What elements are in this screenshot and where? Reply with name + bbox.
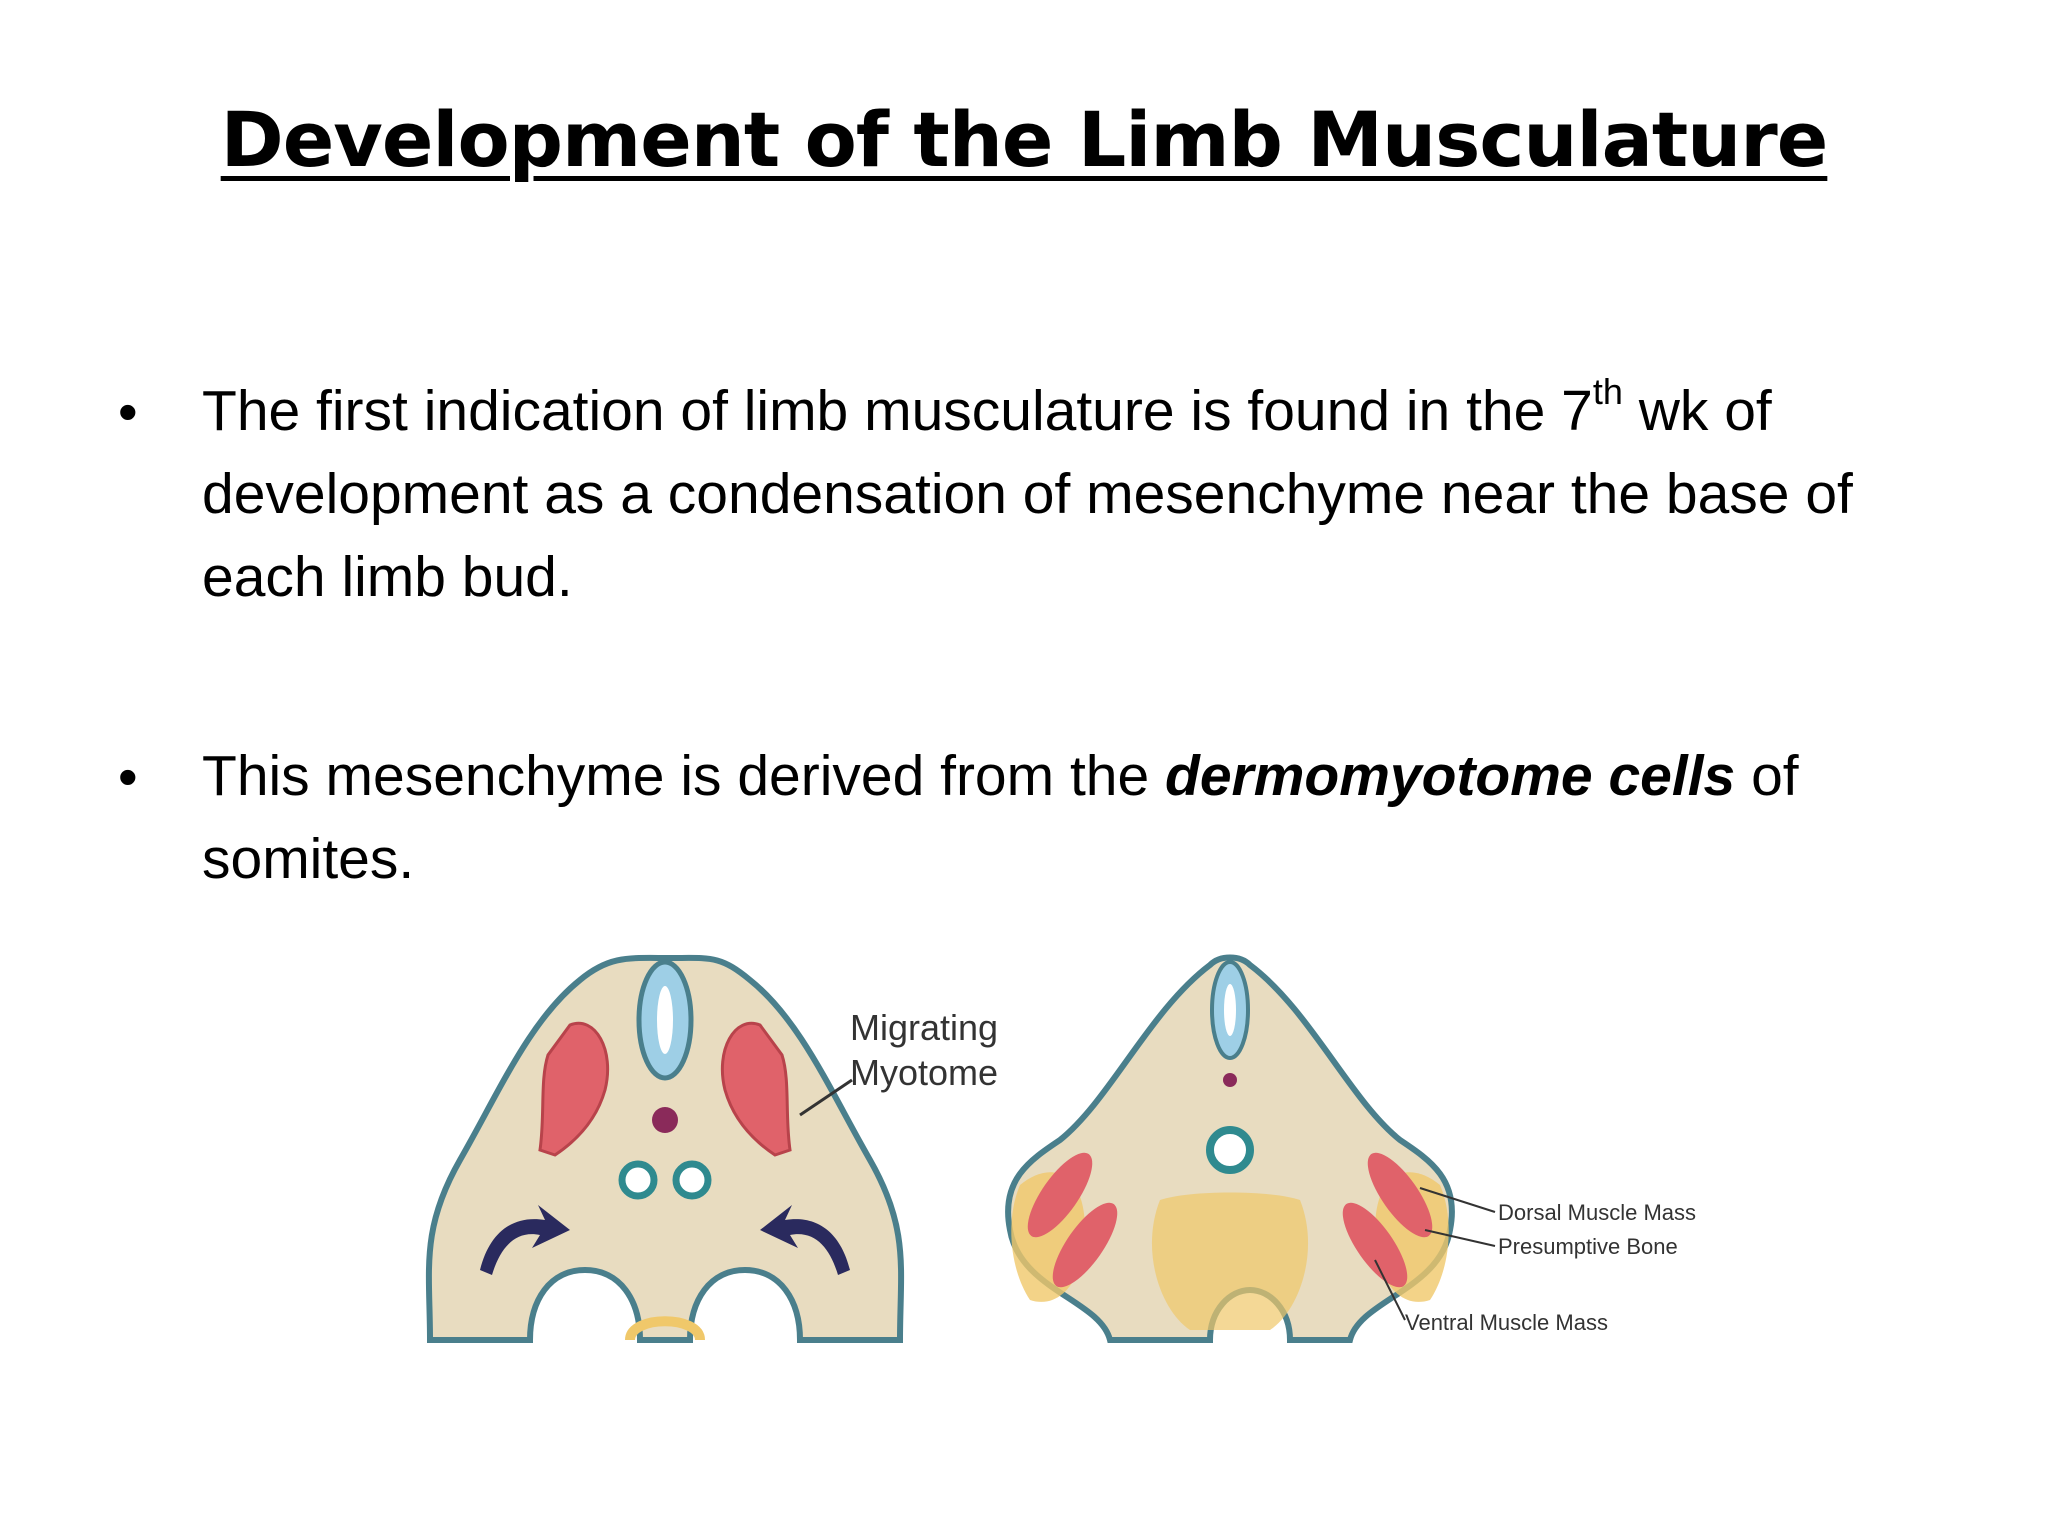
bullet-text-part: The first indication of limb musculature is found in the 7 bbox=[202, 379, 1593, 443]
aorta-2 bbox=[1210, 1130, 1250, 1170]
bullet-text-part: wk of development as a condensation of mesenchyme near the base of each limb bud. bbox=[202, 379, 1853, 609]
central-bone bbox=[1152, 1193, 1308, 1331]
aorta-right bbox=[676, 1164, 708, 1196]
bullet-marker: • bbox=[118, 380, 138, 443]
bullet-marker: • bbox=[118, 745, 138, 808]
migrating-myotome-label-line2: Myotome bbox=[850, 1052, 999, 1093]
aorta-left bbox=[622, 1164, 654, 1196]
bullet-text-part: of somites. bbox=[202, 744, 1799, 891]
presumptive-bone-label: Presumptive Bone bbox=[1498, 1234, 1678, 1259]
emphasis-text: dermomyotome cells bbox=[1165, 744, 1736, 808]
notochord-2 bbox=[1223, 1073, 1237, 1087]
left-cross-section bbox=[429, 958, 901, 1340]
bullet-text-part: This mesenchyme is derived from the bbox=[202, 744, 1166, 808]
limb-musculature-figure bbox=[420, 930, 1860, 1350]
bullet-text bbox=[202, 735, 1962, 901]
neural-tube-lumen-2 bbox=[1224, 984, 1236, 1036]
notochord bbox=[652, 1107, 678, 1133]
neural-tube-lumen bbox=[657, 986, 673, 1054]
superscript: th bbox=[1592, 371, 1623, 412]
dorsal-muscle-mass-label: Dorsal Muscle Mass bbox=[1498, 1200, 1697, 1225]
figure-svg bbox=[420, 930, 1860, 1350]
migrating-myotome-label-line1: Migrating bbox=[850, 1007, 999, 1048]
bullet-text bbox=[202, 370, 1962, 619]
ventral-muscle-mass-label: Ventral Muscle Mass bbox=[1405, 1310, 1608, 1335]
slide-title: Development of the Limb Musculature bbox=[220, 95, 1828, 184]
